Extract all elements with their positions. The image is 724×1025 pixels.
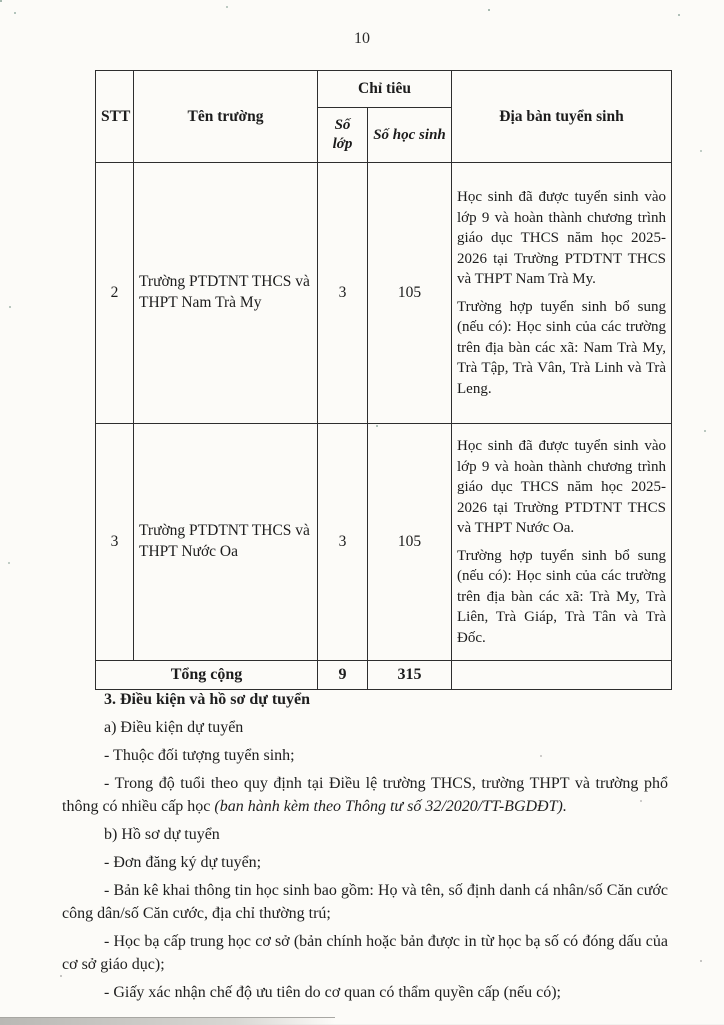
row-stt: 2 — [96, 163, 134, 424]
col-header-quota: Chỉ tiêu — [318, 71, 452, 108]
admission-area-paragraph: Học sinh đã được tuyển sinh vào lớp 9 và hoàn thành chương trình giáo dục THCS năm học 2025-2026 tại Trường PTDTNT THCS và THPT Nam Trà My. — [457, 189, 666, 287]
total-num-students: 315 — [368, 661, 452, 690]
bullet-dossier-2: - Bản kê khai thông tin học sinh bao gồm: Họ và tên, số định danh cá nhân/số Căn cước công dân/số Căn cước, địa chỉ thường trú; — [62, 882, 668, 922]
item-a-heading: a) Điều kiện dự tuyển — [104, 719, 244, 736]
bullet-dossier-4: - Giấy xác nhận chế độ ưu tiên do cơ quan có thẩm quyền cấp (nếu có); — [104, 984, 561, 1001]
document-body — [62, 688, 668, 1009]
total-empty-cell — [452, 661, 672, 690]
row-num-students: 105 — [368, 163, 452, 424]
bullet-dossier-1: - Đơn đăng ký dự tuyển; — [104, 854, 262, 871]
enrollment-quota-table — [95, 70, 672, 690]
admission-area-paragraph: Trường hợp tuyển sinh bổ sung (nếu có): Học sinh của các trường trên địa bàn các xã: Trà My, Trà Liên, Trà Giáp, Trà Tân và Trà Đốc. — [457, 547, 666, 646]
col-header-admission-area: Địa bàn tuyển sinh — [452, 71, 672, 163]
total-num-classes: 9 — [318, 661, 368, 690]
page-number: 10 — [354, 30, 370, 47]
col-header-school-name: Tên trường — [134, 71, 318, 163]
row-num-classes: 3 — [318, 163, 368, 424]
total-label: Tổng cộng — [96, 661, 318, 690]
row-admission-area — [452, 163, 672, 424]
table-header-row-1 — [96, 71, 672, 108]
section-3-heading: 3. Điều kiện và hồ sơ dự tuyển — [104, 691, 311, 708]
bullet-eligibility-2-citation: (ban hành kèm theo Thông tư số 32/2020/TT-BGDĐT). — [214, 798, 567, 815]
table-total-row — [96, 661, 672, 690]
bullet-eligibility-2-text: - Trong độ tuổi theo quy định tại Điều lệ trường THCS, trường THPT và trường phổ thông có nhiều cấp học — [62, 775, 668, 815]
col-header-num-classes: Số lớp — [318, 108, 368, 163]
row-school-name: Trường PTDTNT THCS và THPT Nước Oa — [134, 424, 318, 661]
col-header-num-students: Số học sinh — [368, 108, 452, 163]
bullet-dossier-3: - Học bạ cấp trung học cơ sở (bản chính hoặc bản được in từ học bạ số có đóng dấu của cơ sở giáo dục); — [62, 933, 668, 973]
row-stt: 3 — [96, 424, 134, 661]
row-num-students: 105 — [368, 424, 452, 661]
scan-noise-specks — [0, 0, 2, 2]
admission-area-paragraph: Trường hợp tuyển sinh bổ sung (nếu có): Học sinh của các trường trên địa bàn các xã: Nam Trà My, Trà Tập, Trà Vân, Trà Linh và Trà Leng. — [457, 298, 666, 397]
bullet-eligibility-1: - Thuộc đối tượng tuyển sinh; — [104, 747, 295, 764]
row-admission-area — [452, 424, 672, 661]
bullet-eligibility-2 — [62, 772, 668, 818]
col-header-stt: STT — [96, 71, 134, 163]
item-b-heading: b) Hồ sơ dự tuyển — [104, 826, 220, 843]
table-row — [96, 163, 672, 424]
row-num-classes: 3 — [318, 424, 368, 661]
row-school-name: Trường PTDTNT THCS và THPT Nam Trà My — [134, 163, 318, 424]
table-row — [96, 424, 672, 661]
admission-area-paragraph: Học sinh đã được tuyển sinh vào lớp 9 và hoàn thành chương trình giáo dục THCS năm học 2025-2026 tại Trường PTDTNT THCS và THPT Nước Oa. — [457, 438, 666, 536]
